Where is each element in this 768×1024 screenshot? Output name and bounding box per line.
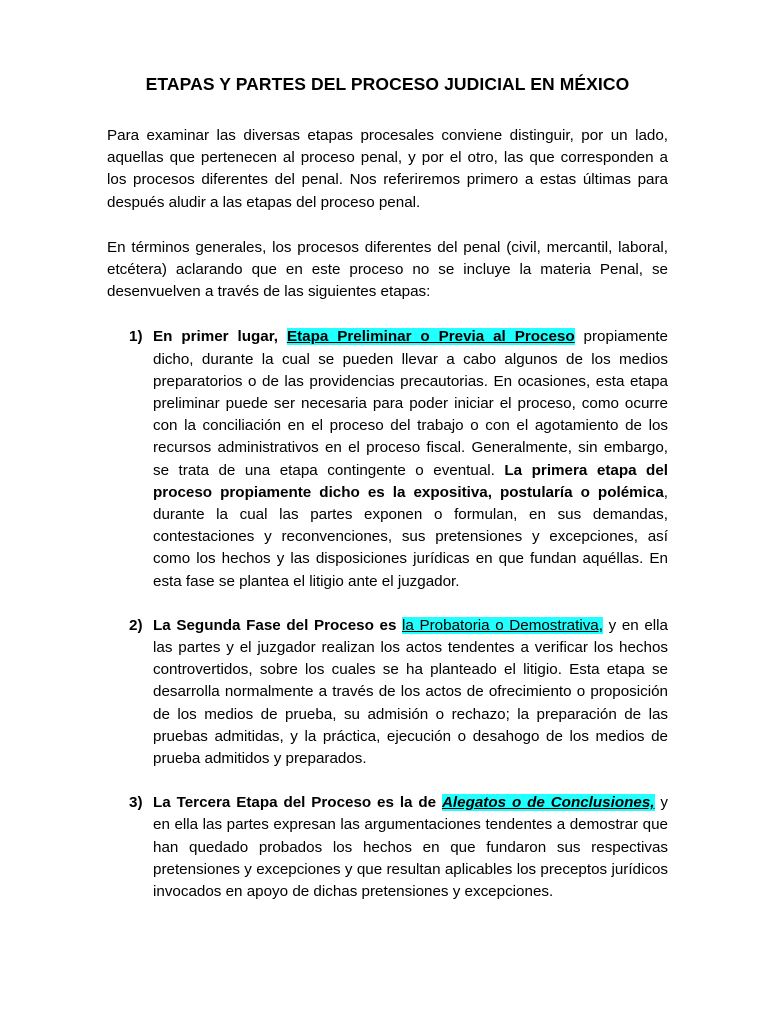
item-text: y en ella las partes y el juzgador realizan los actos tendentes a verificar los hechos controvertidos, sobre los cuales se ha planteado el litigio. Esta etapa se desarrolla normalmente a través de los actos de ofrecimiento o proposición de los medios de prueba, su admisión o rechazo; la preparación de las pruebas admitidas, y la práctica, ejecución o desahogo de los medios de prueba admitidos y preparados. (153, 616, 668, 768)
intro-paragraph: Para examinar las diversas etapas procesales conviene distinguir, por un lado, aquellas que pertenecen al proceso penal, y por el otro, las que corresponden a los procesos diferentes del penal. Nos referiremos primero a estas últimas para después aludir a las etapas del proceso penal. (107, 127, 668, 211)
item-lead: La Segunda Fase del Proceso es (153, 616, 397, 634)
item-text: y en ella las partes expresan las argumentaciones tendentes a demostrar que han quedado probados los hechos en que fundaron sus respectivas pretensiones y excepciones y que resultan aplicables los preceptos jurídicos invocados en apoyo de dichas pretensiones y excepciones. (153, 794, 668, 901)
item-text-continued: , durante la cual las partes exponen o formulan, en sus demandas, contestaciones y reconvenciones, sus pretensiones y excepciones, así como los hechos y las disposiciones jurídicas en que fundan aquéllas. En esta fase se plantea el litigio ante el juzgador. (153, 483, 668, 590)
document-title: ETAPAS Y PARTES DEL PROCESO JUDICIAL EN MÉXICO (145, 74, 630, 94)
highlighted-stage-name: la Probatoria o Demostrativa, (402, 616, 603, 634)
highlighted-stage-name: Etapa Preliminar o Previa al Proceso (286, 328, 575, 346)
list-number: 2) (129, 616, 143, 634)
list-number: 1) (129, 328, 143, 346)
item-lead: En primer lugar, (153, 328, 279, 346)
list-item-stage-3 (107, 792, 668, 903)
list-item-stage-1 (107, 326, 668, 592)
highlighted-stage-name: Alegatos o de Conclusiones, (441, 794, 655, 812)
item-lead: La Tercera Etapa del Proceso es la de (153, 794, 437, 812)
item-text: propiamente dicho, durante la cual se pueden llevar a cabo algunos de los medios preparatorios o de las providencias precautorias. En ocasiones, esta etapa preliminar puede ser necesaria para poder iniciar el proceso, como ocurre con la conciliación en el proceso del trabajo o con el agotamiento de los recursos administrativos en el proceso fiscal. Generalmente, sin embargo, se trata de una etapa contingente o eventual. (153, 328, 668, 479)
item-bold-text: La primera etapa del proceso propiamente dicho es la expositiva, postularía o polémica (153, 461, 669, 501)
general-terms-paragraph: En términos generales, los procesos diferentes del penal (civil, mercantil, laboral, etcétera) aclarando que en este proceso no se incluye la materia Penal, se desenvuelven a través de las siguientes etapas: (107, 238, 668, 301)
list-item-stage-2 (107, 615, 668, 770)
list-number: 3) (129, 794, 143, 812)
